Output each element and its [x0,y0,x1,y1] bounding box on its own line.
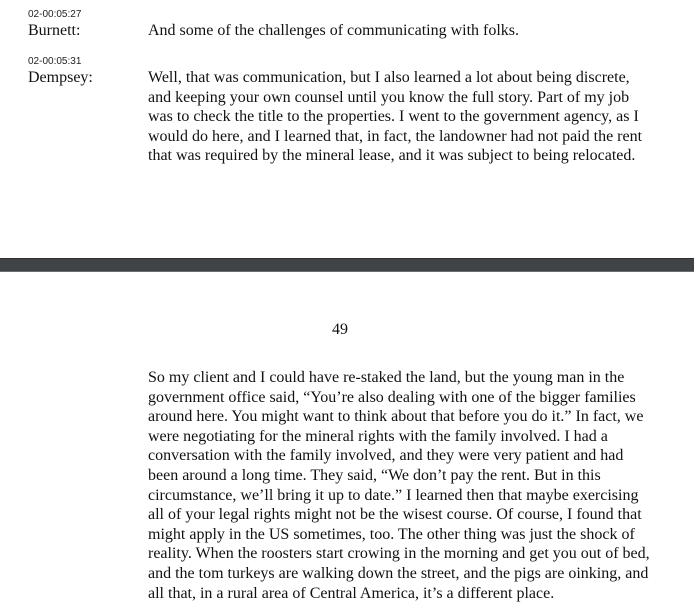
page-break-divider [0,258,694,272]
speech-text: And some of the challenges of communicating with folks. [148,22,520,39]
page-bottom [0,272,694,602]
continued-speech-text: So my client and I could have re-staked the land, but the young man in the government office said, “You’re also dealing with one of the bigger families around here. You might want to think about that before you do it.” In fact, we were negotiating for the mineral rights with the family involved. I had a conversation with the family involved, and they were very patient and had been around a long time. They said, “We don’t pay the rent. But in this circumstance, we’ll bring it up to date.” I learned then that maybe exercising all of your legal rights might not be the wisest course. Of course, I found that might apply in the US sometimes, too. The other thing was just the shock of reality. When the roosters start crowing in the morning and get you out of bed, and the tom turkeys are walking down the street, and the pigs are oinking, and all that, in a rural area of Central America, it’s a different place. [148,369,650,602]
speech-text: Well, that was communication, but I also learned a lot about being discrete, and keeping your own counsel until you know the full story. Part of my job was to check the title to the properties. I went to the government agency, as I would do here, and I learned that, in fact, the landowner had not paid the rent that was required by the mineral lease, and it was subject to being relocated. [148,69,643,164]
timestamp: 02-00:05:27 [28,9,82,20]
speaker-name: Burnett: [28,22,81,39]
page-number: 49 [332,321,348,338]
page-top [0,0,694,258]
timestamp: 02-00:05:31 [28,56,82,67]
speaker-name: Dempsey: [28,69,93,86]
